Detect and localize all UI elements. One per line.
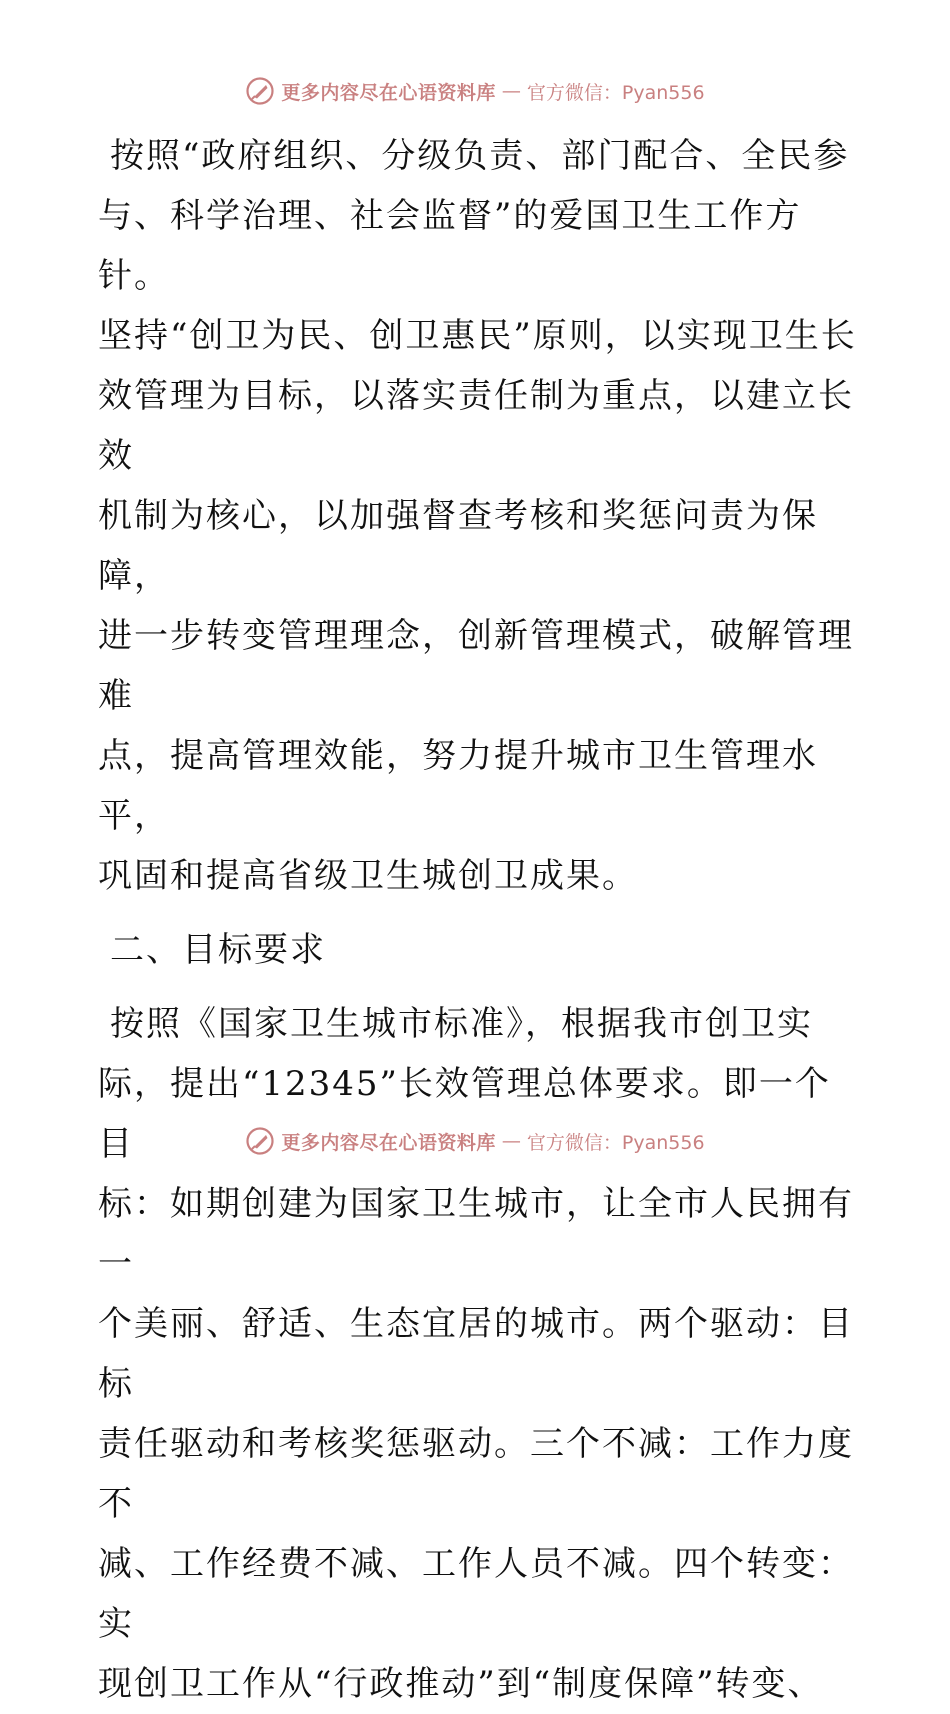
document-body: [98, 126, 858, 1714]
footer-watermark: [0, 1124, 950, 1158]
watermark-contact: 官方微信：Pyan556: [526, 81, 705, 104]
text-line: 巩固和提高省级卫生城创卫成果。: [98, 856, 638, 896]
watermark-separator: —: [501, 80, 521, 102]
text-line: 减、工作经费不减、工作人员不减。四个转变：实: [98, 1544, 854, 1644]
watermark-brand: 更多内容尽在心语资料库: [281, 1131, 496, 1154]
section-heading: 二、目标要求: [110, 930, 326, 970]
text-line: 效管理为目标，以落实责任制为重点，以建立长效: [98, 376, 854, 476]
text-line: 与、科学治理、社会监督”的爱国卫生工作方针。: [98, 196, 802, 296]
header-watermark: [0, 74, 950, 108]
paragraph-principles: [98, 126, 858, 906]
text-line: 责任驱动和考核奖惩驱动。三个不减：工作力度不: [98, 1424, 854, 1524]
text-line: 按照《国家卫生城市标准》，根据我市创卫实: [110, 1004, 813, 1044]
paragraph-requirements: [98, 994, 858, 1714]
text-line: 按照“政府组织、分级负责、部门配合、全民参: [110, 136, 850, 176]
text-line: 标：如期创建为国家卫生城市，让全市人民拥有一: [98, 1184, 854, 1284]
quill-pen-logo-icon: [245, 1126, 275, 1156]
text-line: 际，提出“12345”长效管理总体要求。即一个目: [98, 1064, 831, 1164]
watermark-contact: 官方微信：Pyan556: [526, 1131, 705, 1154]
text-line: 现创卫工作从“行政推动”到“制度保障”转变、: [98, 1664, 824, 1704]
text-line: 机制为核心，以加强督查考核和奖惩问责为保障，: [98, 496, 818, 596]
watermark-brand: 更多内容尽在心语资料库: [281, 81, 496, 104]
watermark-separator: —: [501, 1130, 521, 1152]
text-line: 坚持“创卫为民、创卫惠民”原则，以实现卫生长: [98, 316, 857, 356]
text-line: 进一步转变管理理念，创新管理模式，破解管理难: [98, 616, 854, 716]
text-line: 个美丽、舒适、生态宜居的城市。两个驱动：目标: [98, 1304, 854, 1404]
quill-pen-logo-icon: [245, 76, 275, 106]
text-line: 点，提高管理效能，努力提升城市卫生管理水平，: [98, 736, 818, 836]
